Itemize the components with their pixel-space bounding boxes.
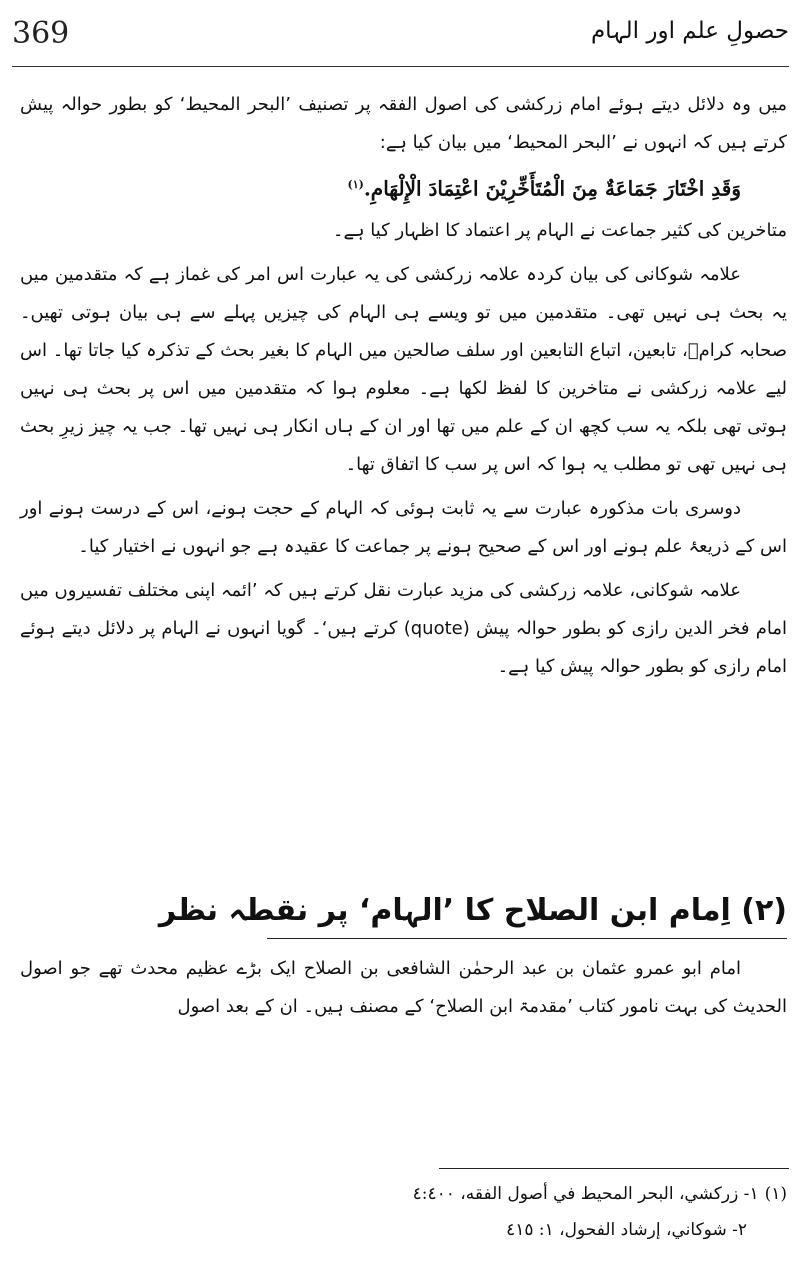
footnote-reference: (١)	[347, 178, 364, 191]
paragraph-4: دوسری بات مذکورہ عبارت سے یہ ثابت ہوئی کہ الہام کے حجت ہونے، اس کے درست ہونے اور اس کے ذریعۂ علم ہونے اور اس کے صحیح ہونے پر جماعت کا عقیدہ ہے جو انہوں نے اختیار کیا۔	[20, 497, 787, 557]
footnote-item-1: ١- زركشي، البحر المحيط في أصول الفقه، ٤:٤٠٠	[412, 1184, 759, 1204]
section-heading-underline	[267, 938, 787, 939]
page-number: 369	[12, 16, 70, 51]
paragraph-translation: متاخرین کی کثیر جماعت نے الہام پر اعتماد کا اظہار کیا ہے۔	[332, 219, 787, 241]
running-title: حصولِ علم اور الہام	[590, 18, 789, 44]
section-paragraph: امام ابو عمرو عثمان بن عبد الرحمٰن الشافعی بن الصلاح ایک بڑے عظیم محدث تھے جو اصول الحدیث کی بہت نامور کتاب ’مقدمۃ ابن الصلاح‘ کے مصنف ہیں۔ ان کے بعد اصول	[20, 958, 787, 1017]
footnote-line-1	[380, 1176, 787, 1212]
paragraph-3: علامہ شوکانی کی بیان کردہ علامہ زرکشی کی یہ عبارت اس امر کی غماز ہے کہ متقدمین میں یہ بحث ہی نہیں تھی۔ متقدمین میں تو ویسے ہی الہام کی چیزیں پہلے سے ہی بیان ہوتی تھیں۔ صحابہ کرامؓ، تابعین، اتباع التابعین اور سلف صالحین میں الہام کا بغیر بحث کے تذکرہ کیا جاتا تھا۔ اس لیے علامہ زرکشی نے متاخرین کا لفظ لکھا ہے۔ معلوم ہوا کہ متقدمین میں اس پر بحث ہی نہیں ہوتی تھی بلکہ یہ سب کچھ ان کے علم میں تھا اور ان کے ہاں انکار ہی نہیں تھا۔ جب یہ چیز زیرِ بحث ہی نہیں تھی تو مطلب یہ ہوا کہ اس پر سب کا اتفاق تھا۔	[20, 263, 787, 475]
page-header	[12, 14, 789, 62]
footnote-line-2	[380, 1212, 747, 1248]
footnotes	[380, 1176, 787, 1248]
arabic-quote-text: وَقَدِ اخْتَارَ جَمَاعَةٌ مِنَ الْمُتَأَخِّرِيْنَ اعْتِمَادَ الْإِلْهَامِ.	[363, 176, 741, 201]
footnote-item-2: ٢- شوكاني، إرشاد الفحول، ١: ٤١٥	[506, 1220, 747, 1240]
footnote-number: (١)	[764, 1184, 787, 1204]
paragraph-1: میں وہ دلائل دیتے ہوئے امام زرکشی کی اصول الفقہ پر تصنیف ’البحر المحیط‘ کو بطور حوالہ پیش کرتے ہیں کہ انہوں نے ’البحر المحیط‘ میں بیان کیا ہے:	[20, 94, 787, 153]
section-text	[20, 950, 787, 1026]
section-heading: (٢) اِمام ابن الصلاح کا ’الہام‘ پر نقطہ نظر	[158, 893, 787, 928]
arabic-quote	[20, 166, 787, 208]
footnote-rule	[439, 1168, 789, 1169]
header-rule	[12, 66, 789, 67]
main-text	[20, 86, 787, 686]
paragraph-5: علامہ شوکانی، علامہ زرکشی کی مزید عبارت نقل کرتے ہیں کہ ’ائمہ اپنی مختلف تفسیروں میں امام فخر الدین رازی کو بطور حوالہ پیش (quote) کرتے ہیں‘۔ گویا انہوں نے الہام پر دلائل دیتے ہوئے امام رازی کو بطور حوالہ پیش کیا ہے۔	[20, 579, 788, 677]
